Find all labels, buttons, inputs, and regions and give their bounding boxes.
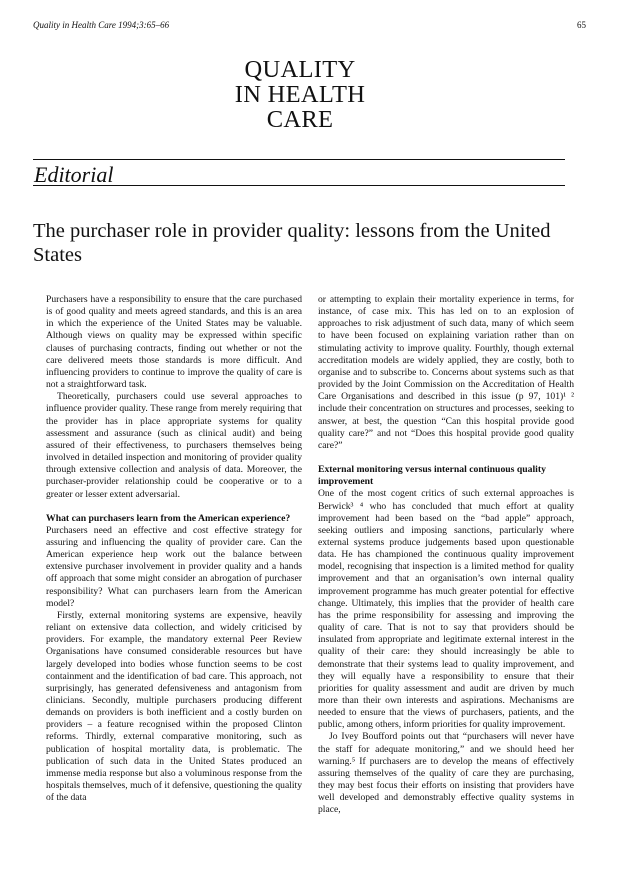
page-number: 65 [577, 20, 586, 30]
masthead-line-2: IN HEALTH [234, 81, 366, 108]
article-title: The purchaser role in provider quality: lessons from the United States [33, 220, 551, 266]
section-label: Editorial [34, 162, 114, 187]
journal-masthead [200, 57, 400, 132]
journal-citation: Quality in Health Care 1994;3:65–66 [33, 20, 170, 30]
section-rule-bottom [33, 185, 565, 186]
paragraph: Theoretically, purchasers could use several approaches to influence provider quality. These range from merely requiring that the provider has in place appropriate systems for quality assessment and assurance (such as clinical audit) and being assured of their effectiveness, to purchasers themselves being involved in detailed inspection and monitoring of provider quality through extensive collection and analysis of data. Moreover, the purchaser-provider relationship could be cooperative or to a greater or lesser extent adversarial. [46, 391, 302, 500]
masthead-line-3: CARE [266, 106, 334, 133]
masthead-line-1: QUALITY [244, 56, 356, 83]
left-column [46, 294, 302, 804]
paragraph: One of the most cogent critics of such external approaches is Berwick³ ⁴ who has concluded that much effort at quality improvement had been based on the “bad apple” approach, seeking outliers and imposing sanctions, particularly where external systems produce judgements based upon questionable data. He has championed the continuous quality improvement model, recognising that inspection is a limited method for quality improvement and that an organisation’s own internal quality improvement programme has much greater potential for effective change. Ultimately, this implies that the provider of health care has the prime responsibility for assessing and improving the quality of care. That is not to say that providers should be insulated from appropriate and legitimate external interest in the quality of their care: they should increasingly be able to demonstrate that their systems lead to quality improvement, and they will equally have a responsibility to ensure that their priorities for quality assessment and audit are driven by much more than their own interests and aspirations. Mechanisms are needed to ensure that the views of purchasers, patients, and the public, among others, inform priorities for quality improvement. [318, 488, 574, 731]
subheading: External monitoring versus internal continuous quality improvement [318, 464, 546, 488]
paragraph: Purchasers need an effective and cost effective strategy for assuring and influencing the quality of provider care. Can the American experience heıp work out the balance between extensive purchaser involvement in provider quality and a hands off approach that some might consider an abrogation of purchaser responsibility? What can purchasers learn from the American model? [46, 524, 302, 609]
right-column [318, 294, 574, 817]
paragraph: Purchasers have a responsibility to ensure that the care purchased is of good quality and meets agreed standards, and this is an area in which the experience of the United States may be valuable. Although views on quality may be expressed within specific clauses of purchasing contracts, finding out whether or not the care delivered meets those standards is more difficult. And influencing providers to continue to improve the quality of care is not a straightforward task. [46, 294, 302, 391]
section-rule-top [33, 159, 565, 160]
running-header [33, 20, 586, 34]
paragraph: or attempting to explain their mortality experience in terms, for instance, of case mix. This has led on to an explosion of approaches to risk adjustment of such data, many of which seem to have been focused on explaining variation rather than on stimulating activity to improve quality. Fourthly, though external accreditation models are widely applied, they are costly, both to organise and to subscribe to. Concerns about systems such as that provided by the Joint Commission on the Accreditation of Health Care Organisations and described in this issue (p 97, 101)¹ ² include their concentration on structures and processes, seeking to answer, at best, the question “Can this hospital provide good quality care?” and not “Does this hospital provide good quality care?” [318, 294, 574, 451]
paragraph: Firstly, external monitoring systems are expensive, heavily reliant on extensive data collection, and widely criticised by providers. For example, the mandatory external Peer Review Organisations have consumed considerable resources but have largely developed into bodies whose function seems to be cost containment and the identification of bad care. This approach, not surprisingly, has generated defensiveness and antagonism from clinicians. Secondly, multiple purchasers producing different demands on providers is both inefficient and a costly burden on providers – a feature recognised within the proposed Clinton reforms. Thirdly, external comparative monitoring, such as publication of hospital mortality data, is problematic. The publication of such data in the United States produced an immense media response but also a voluminous response from the hospitals themselves, much of it defensive, questioning the quality of the data [46, 609, 302, 804]
paragraph: Jo Ivey Boufford points out that “purchasers will never have the staff for adequate monitoring,” and we should heed her warning.⁵ If purchasers are to develop the means of effectively assuring themselves of the quality of care they are purchasing, they may best focus their efforts on insisting that providers have well developed and demonstrably effective quality systems in place, [318, 731, 574, 816]
subheading: What can purchasers learn from the American experience? [46, 512, 291, 524]
